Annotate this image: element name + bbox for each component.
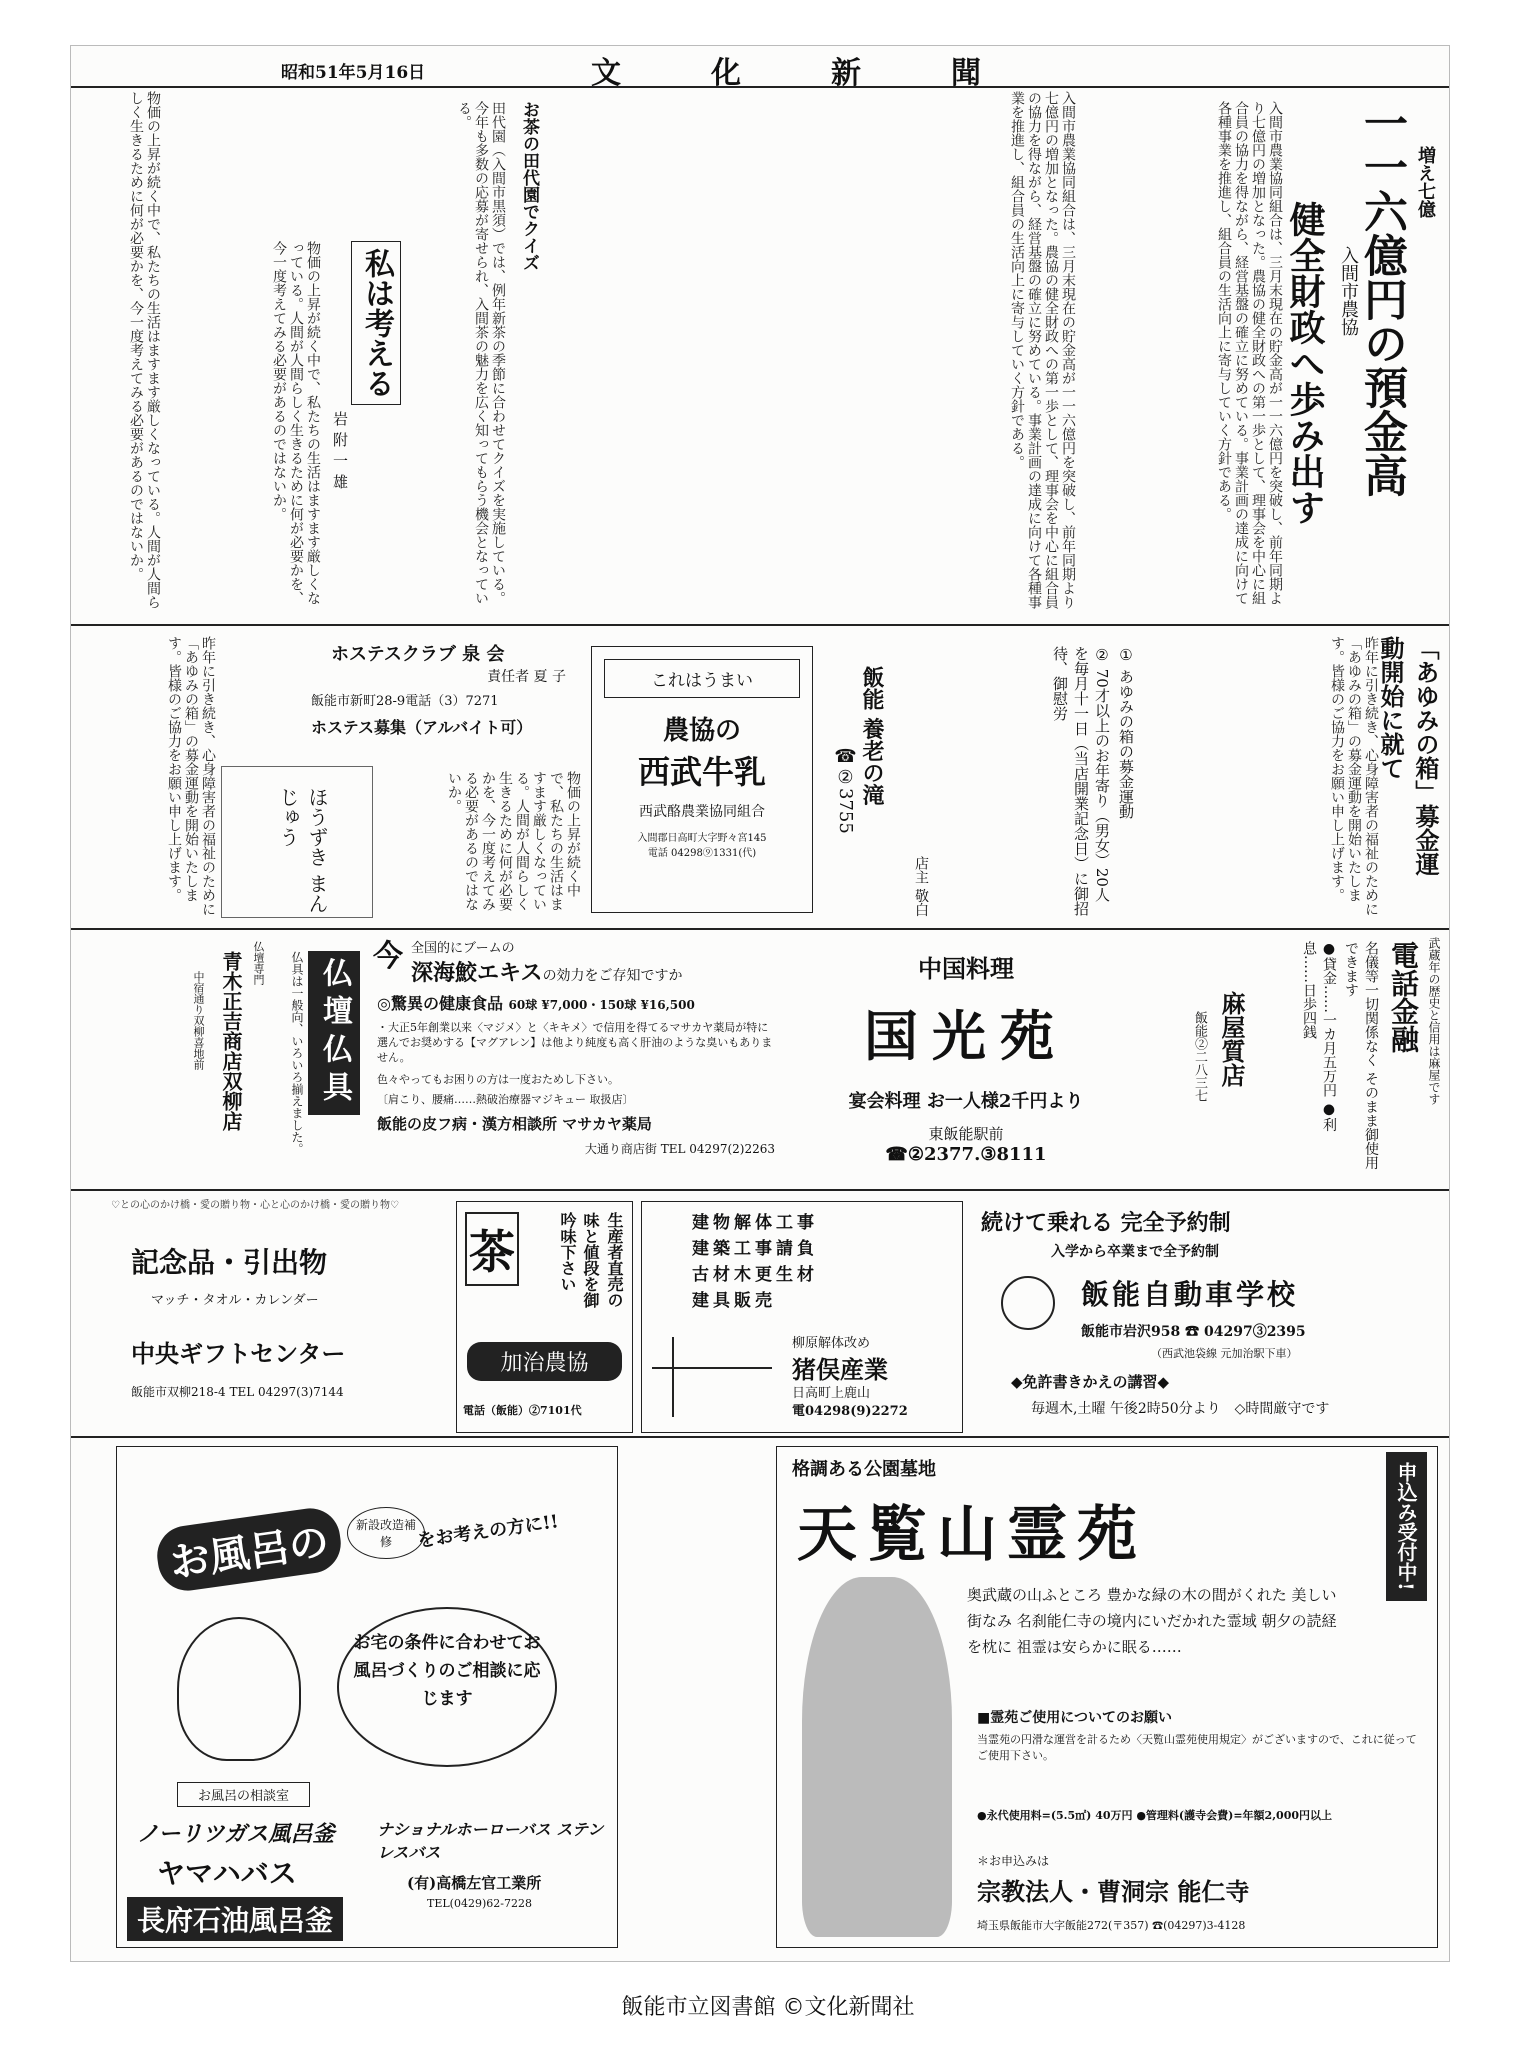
masakaya-l1: 全国的にブームの: [411, 941, 515, 956]
milk-l1: 農協の: [662, 716, 741, 746]
inomata-name: 猪俣産業: [792, 1355, 888, 1384]
driving-logo-icon: [1001, 1276, 1055, 1330]
kokko-l3: 東飯能駅前: [928, 1125, 1004, 1143]
butsudan-shop: 青木正吉商店双柳店: [219, 951, 243, 1131]
hostess-club: ホステスクラブ 泉 会: [331, 644, 505, 665]
ayumi-item2: ② 70才以上のお年寄り（男女）20人を毎月十一日（当店開業記念日）に御招待、御慰労: [1051, 646, 1111, 916]
driving-addr: 飯能市岩沢958: [1081, 1324, 1181, 1340]
tenran-price: ●永代使用料=(5.5㎡) 40万円 ●管理料(護寺会費)=年額2,000円以上: [977, 1809, 1332, 1822]
lead-headline2: 健全財政へ歩み出す: [1284, 201, 1326, 525]
masakaya-price: 60球 ¥7,000・150球 ¥16,500: [508, 998, 695, 1012]
furo-badge: 新設改造補修: [347, 1507, 425, 1559]
kokko-ad: [786, 931, 1146, 1186]
tea-name: 加治農協: [467, 1342, 622, 1381]
denwa-l1: 武蔵年の歴史と信用は麻屋です: [1427, 937, 1441, 1105]
ayumi-body: 昨年に引き続き、心身障害者の福祉のために「あゆみの箱」の募金運動を開始いたします。皆様のご協力をお願い申し上げます。: [1329, 636, 1379, 916]
denwa-title: 電話金融: [1387, 941, 1420, 1053]
furo-b2: ナショナルホーローバス ステンレスバス: [377, 1820, 604, 1862]
driving-l2: 入学から卒業まで全予約制: [1051, 1244, 1219, 1260]
masakaya-note2: 〔肩こり、腰痛……熱破治療器マジキュー 取扱店〕: [377, 1093, 634, 1106]
newspaper-page: [70, 45, 1450, 1962]
masakaya-l3: の効力をご存知ですか: [542, 968, 683, 984]
masakaya-l2: 深海鮫エキス: [411, 960, 543, 986]
driving-tel: ☎ 04297③2395: [1185, 1324, 1306, 1340]
lower-left-story: 昨年に引き続き、心身障害者の福祉のために「あゆみの箱」の募金運動を開始いたします。皆様のご協力をお願い申し上げます。: [166, 636, 216, 916]
butsudan-sub: 仏壇専門: [252, 941, 265, 985]
furo-l1: お風呂の: [153, 1505, 344, 1595]
opinion-body-cont: 物価の上昇が続く中で、私たちの生活はますます厳しくなっている。人間が人間らしく生きるために何が必要かを、今一度考えてみる必要があるのではないか。: [128, 91, 161, 609]
ayumi-title: 「あゆみの箱」募金運動開始に就て: [1376, 636, 1440, 876]
denwa-ad: [1151, 931, 1449, 1186]
tenran-kicker: 格調ある公園墓地: [792, 1459, 936, 1480]
manju-ad: [221, 766, 373, 918]
yoro-name: 飯能 養老の滝: [859, 666, 885, 806]
manju-text: ほうずき まんじゅう: [276, 787, 329, 914]
masakaya-store: 飯能の皮フ病・漢方相談所 マサカヤ薬局: [377, 1115, 652, 1133]
ayumi-article: [1151, 626, 1449, 926]
hostess-addr: 飯能市新町28-9電話（3）7271: [311, 694, 499, 709]
kokko-name: 国光苑: [864, 1004, 1068, 1068]
lead-subtitle: 増え七億: [1415, 146, 1436, 218]
tenran-l3: 当霊苑の円滑な運営を計るため〈天覧山霊苑使用規定〉がございますので、これに従ってご使用下さい。: [977, 1733, 1417, 1762]
gift-addr: 飯能市双柳218-4: [131, 1385, 226, 1399]
inomata-l1: 柳原解体改め: [792, 1336, 871, 1351]
tenran-temple: 宗教法人・曹洞宗 能仁寺: [977, 1877, 1250, 1906]
milk-org: 西武酪農業協同組合: [639, 804, 765, 820]
hostess-recruit: ホステス募集（アルバイト可）: [311, 718, 533, 737]
driving-sub: （西武池袋線 元加治駅下車）: [1151, 1347, 1298, 1360]
hostess-ad: [301, 636, 586, 766]
yoro-tel: ☎②3755: [835, 746, 856, 834]
driving-ad: [971, 1196, 1441, 1431]
driving-l3: ◆免許書きかえの講習◆: [1011, 1373, 1170, 1391]
inomata-tel: 電04298(9)2272: [792, 1404, 908, 1419]
masakaya-l4: ◎驚異の健康食品: [377, 994, 503, 1013]
gift-sub: マッチ・タオル・カレンダー: [151, 1293, 319, 1308]
inomata-ad: [641, 1201, 963, 1433]
yoro-ad: [816, 646, 896, 926]
inomata-items: [692, 1210, 962, 1314]
divider: [71, 928, 1449, 930]
masakaya-body: ・大正5年創業以来〈マジメ〉と〈キキメ〉で信用を得てるマサカヤ薬局が特に選んでお奨めする【マグアレン】は他より純度も高く肝油のような臭いもありません。: [377, 1021, 773, 1064]
tenran-name: 天覧山霊苑: [797, 1500, 1147, 1570]
gift-title: 記念品・引出物: [131, 1246, 328, 1279]
butsudan-ad: [171, 931, 366, 1186]
furo-l2: をお考えの方に!!: [416, 1511, 560, 1552]
divider: [71, 1436, 1449, 1438]
man-illustration-icon: [177, 1617, 301, 1761]
milk-ad: [591, 646, 813, 913]
issue-date: 昭和51年5月16日: [281, 63, 426, 83]
gift-ad: [111, 1196, 451, 1431]
driving-l5: ◇時間厳守です: [1234, 1401, 1330, 1417]
tea-l2: 味と値段を御吟味下さい: [558, 1212, 600, 1308]
buddha-statue-icon: [802, 1577, 952, 1937]
tenran-l4: ＊お申込みは: [977, 1854, 1050, 1868]
lead-headline: 一一六億円の預金高: [1356, 101, 1407, 497]
milk-tel: 電話 04298⑨1331(代): [647, 848, 757, 859]
ayumi-list: [901, 636, 1141, 926]
gift-name: 中央ギフトセンター: [131, 1339, 346, 1368]
tea-tel: 電話（飯能）②7101代: [463, 1404, 582, 1417]
paper-name: 文化新聞: [591, 56, 1071, 91]
driving-l1: 続けて乗れる 完全予約制: [981, 1210, 1231, 1236]
furo-b1: ノーリツガス風呂釜: [137, 1821, 335, 1847]
ayumi-closing: 店主 敬白: [913, 855, 929, 916]
ayumi-item1: ① あゆみの箱の募金運動: [1117, 646, 1135, 819]
masakaya-ad: [371, 931, 781, 1186]
opinion-article: [161, 231, 411, 621]
furo-b3: ヤマハバス: [157, 1857, 297, 1890]
hostess-manager: 責任者 夏 子: [487, 669, 566, 685]
opinion-author: 岩附一雄: [331, 411, 349, 495]
masthead: [71, 46, 1449, 91]
butsudan-addr: 中宿通り双柳喜地前: [192, 971, 205, 1070]
driving-l4: 毎週木,土曜 午後2時50分より: [1031, 1401, 1221, 1417]
denwa-l2: 名儀等一切関係なく そのまま御使用できます: [1343, 941, 1379, 1170]
gift-tel: TEL 04297(3)7144: [229, 1385, 344, 1399]
butsudan-title: 仏壇仏具: [308, 951, 360, 1115]
lead-kicker: 入間市農協: [1338, 246, 1359, 336]
inomata-map: [652, 1327, 772, 1422]
driving-name: 飯能自動車学校: [1081, 1278, 1299, 1311]
tea-kanji: 茶: [465, 1212, 519, 1286]
furo-room: お風呂の相談室: [177, 1782, 310, 1807]
tenran-badge: 申込み受付中!: [1386, 1452, 1427, 1601]
butsudan-note: 仏具は一般向、いろいろ揃えました。: [290, 951, 304, 1155]
inomata-item: 建物解体工事: [692, 1213, 818, 1233]
furo-ad: [116, 1446, 618, 1948]
inomata-item: 建具販売: [692, 1291, 776, 1311]
opinion-title: 私は考える: [351, 241, 401, 405]
milk-tagline: これはうまい: [604, 659, 800, 698]
lead-article: [1081, 91, 1443, 621]
milk-addr: 入間郡日高町大字野々宮145: [637, 833, 767, 844]
library-credit: 飯能市立図書館 ©文化新聞社: [621, 1995, 915, 2020]
lead-body: 入間市農業協同組合は、三月末現在の貯金高が一一六億円を突破し、前年同期より七億円の増加となった。農協の健全財政への第一歩として、理事会を中心に組合員の協力を得ながら、経営基盤の確立に努めている。事業計画の達成に向けて各種事業を推進し、組合員の生活向上に寄与していく方針である。: [1216, 101, 1283, 605]
masakaya-addr: 大通り商店街 TEL 04297(2)2263: [584, 1142, 775, 1156]
denwa-addr: 飯能②二八三七: [1192, 1011, 1207, 1102]
gift-deco: ♡との心のかけ橋・愛の贈り物・心と心のかけ橋・愛の贈り物♡: [111, 1200, 399, 1211]
tea-body: 田代園（入間市黒須）では、例年新茶の季節に合わせてクイズを実施している。今年も多数の応募が寄せられ、入間茶の魅力を広く知ってもらう機会となっている。: [456, 101, 506, 605]
masakaya-note: 色々やってもお困りの方は一度おためし下さい。: [377, 1073, 619, 1086]
furo-tel: TEL(0429)62-7228: [427, 1897, 532, 1910]
inomata-item: 古材木更生材: [692, 1265, 818, 1285]
divider: [71, 1189, 1449, 1191]
tea-l1: 生産者直売の: [605, 1212, 624, 1308]
hostess-story: 物価の上昇が続く中で、私たちの生活はますます厳しくなっている。人間が人間らしく生きるために何が必要かを、今一度考えてみる必要があるのではないか。: [446, 771, 581, 911]
inomata-item: 建築工事請負: [692, 1239, 818, 1259]
denwa-shop: 麻屋質店: [1217, 991, 1246, 1087]
tea-ad: [456, 1201, 633, 1433]
kokko-l1: 中国料理: [918, 954, 1014, 983]
kokko-l2: 宴会料理 お一人様2千円より: [848, 1091, 1084, 1112]
tenran-l1: 奥武蔵の山ふところ 豊かな緑の木の間がくれた 美しい街なみ 名刹能仁寺の境内にいだかれた霊域 朝夕の読経を枕に 祖霊は安らかに眠る……: [967, 1586, 1337, 1656]
masakaya-kicker: 今: [373, 939, 403, 974]
milk-l2: 西武牛乳: [637, 753, 766, 791]
tea-article: [411, 91, 546, 621]
tenran-addr: 埼玉県飯能市大字飯能272(〒357) ☎(04297)3-4128: [977, 1919, 1246, 1932]
opinion-body: 物価の上昇が続く中で、私たちの生活はますます厳しくなっている。人間が人間らしく生きるために何が必要かを、今一度考えてみる必要があるのではないか。: [271, 241, 321, 605]
denwa-items: ●貸金……一カ月五万円 ●利息……日歩四銭: [1301, 941, 1337, 1132]
lead-body-cont: 入間市農業協同組合は、三月末現在の貯金高が一一六億円を突破し、前年同期より七億円の増加となった。農協の健全財政への第一歩として、理事会を中心に組合員の協力を得ながら、経営基盤の確立に努めている。事業計画の達成に向けて各種事業を推進し、組合員の生活向上に寄与していく方針である。: [1009, 91, 1076, 609]
tea-title: お茶の田代園でクイズ: [519, 101, 539, 271]
tenran-l2: ■霊苑ご使用についてのお願い: [977, 1710, 1172, 1726]
inomata-addr: 日高町上鹿山: [792, 1386, 871, 1401]
furo-bubble: お宅の条件に合わせてお風呂づくりのご相談に応じます: [337, 1607, 557, 1767]
furo-b4: 長府石油風呂釜: [127, 1897, 343, 1941]
kokko-tel: ☎②2377.③8111: [885, 1144, 1047, 1165]
tenran-ad: [776, 1446, 1438, 1948]
furo-company: (有)高橋左官工業所: [407, 1874, 542, 1892]
